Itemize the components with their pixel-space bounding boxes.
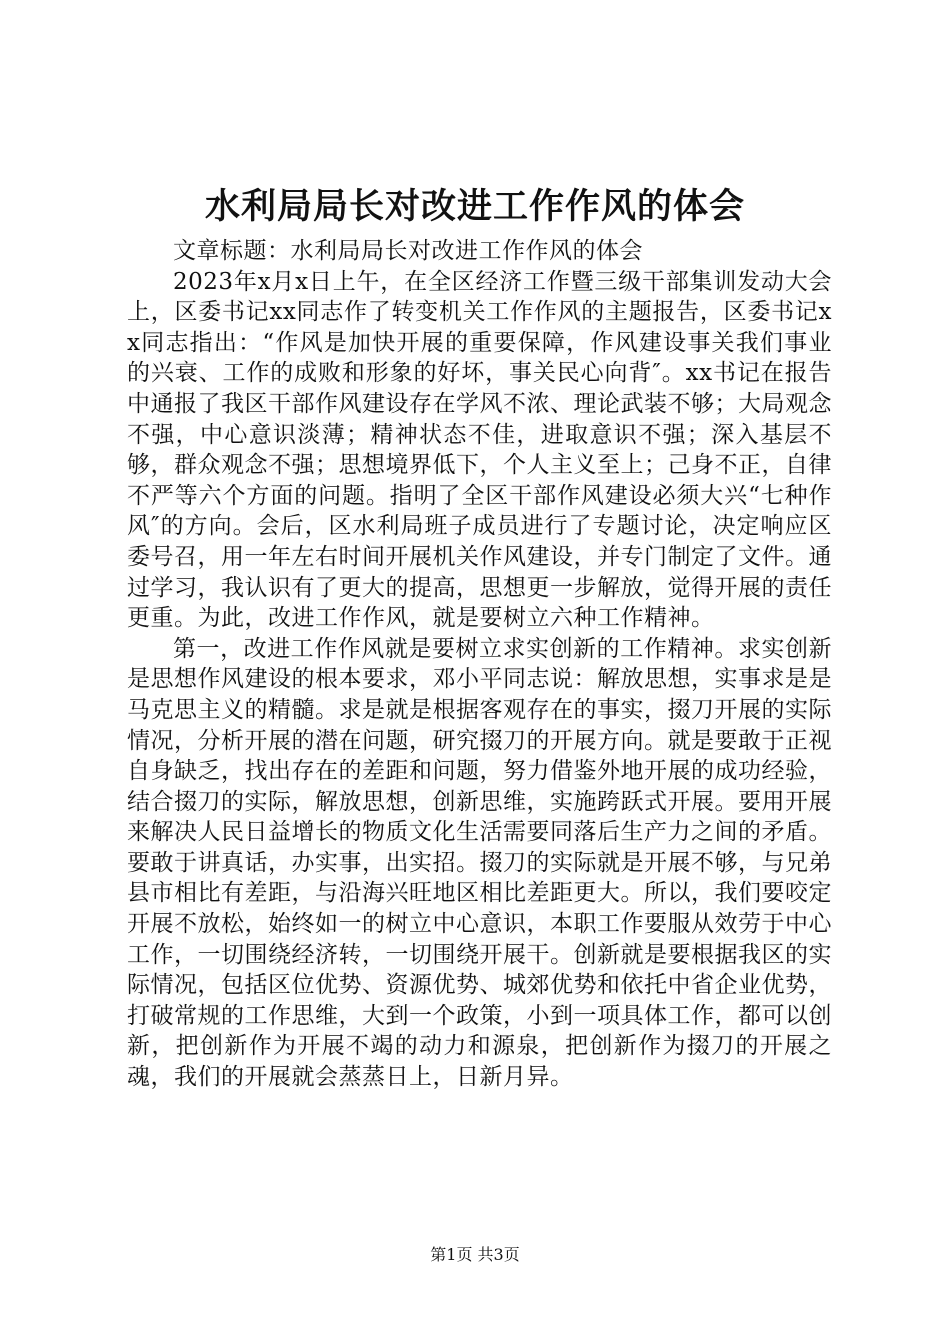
document-body: [127, 236, 832, 1093]
paragraph-intro: 2023年x月x日上午，在全区经济工作暨三级干部集训发动大会上，区委书记xx同志作了转变机关工作作风的主题报告，区委书记xx同志指出：“作风是加快开展的重要保障，作风建设事关我们事业的兴衰、工作的成败和形象的好坏，事关民心向背″。xx书记在报告中通报了我区干部作风建设存在学风不浓、理论武装不够；大局观念不强，中心意识淡薄；精神状态不佳，进取意识不强；深入基层不够，群众观念不强；思想境界低下，个人主义至上；己身不正，自律不严等六个方面的问题。指明了全区干部作风建设必须大兴“七种作风″的方向。会后，区水利局班子成员进行了专题讨论，决定响应区委号召，用一年左右时间开展机关作风建设，并专门制定了文件。通过学习，我认识有了更大的提高，思想更一步解放，觉得开展的责任更重。为此，改进工作作风，就是要树立六种工作精神。: [127, 268, 832, 632]
article-title-line: 文章标题：水利局局长对改进工作作风的体会: [173, 238, 643, 264]
page-footer: 第1页 共3页: [430, 1245, 520, 1264]
paragraph-first-point: 第一，改进工作作风就是要树立求实创新的工作精神。求实创新是思想作风建设的根本要求，邓小平同志说：解放思想，实事求是是马克思主义的精髓。求是就是根据客观存在的事实，掇刀开展的实际情况，分析开展的潜在问题，研究掇刀的开展方向。就是要敢于正视自身缺乏，找出存在的差距和问题，努力借鉴外地开展的成功经验，结合掇刀的实际，解放思想，创新思维，实施跨跃式开展。要用开展来解决人民日益增长的物质文化生活需要同落后生产力之间的矛盾。要敢于讲真话，办实事，出实招。掇刀的实际就是开展不够，与兄弟县市相比有差距，与沿海兴旺地区相比差距更大。所以，我们要咬定开展不放松，始终如一的树立中心意识，本职工作要服从效劳于中心工作，一切围绕经济转，一切围绕开展干。创新就是要根据我区的实际情况，包括区位优势、资源优势、城郊优势和依托中省企业优势，打破常规的工作思维，大到一个政策，小到一项具体工作，都可以创新，把创新作为开展不竭的动力和源泉，把创新作为掇刀的开展之魂，我们的开展就会蒸蒸日上，日新月异。: [127, 635, 832, 1091]
document-title: 水利局局长对改进工作作风的体会: [204, 186, 745, 227]
